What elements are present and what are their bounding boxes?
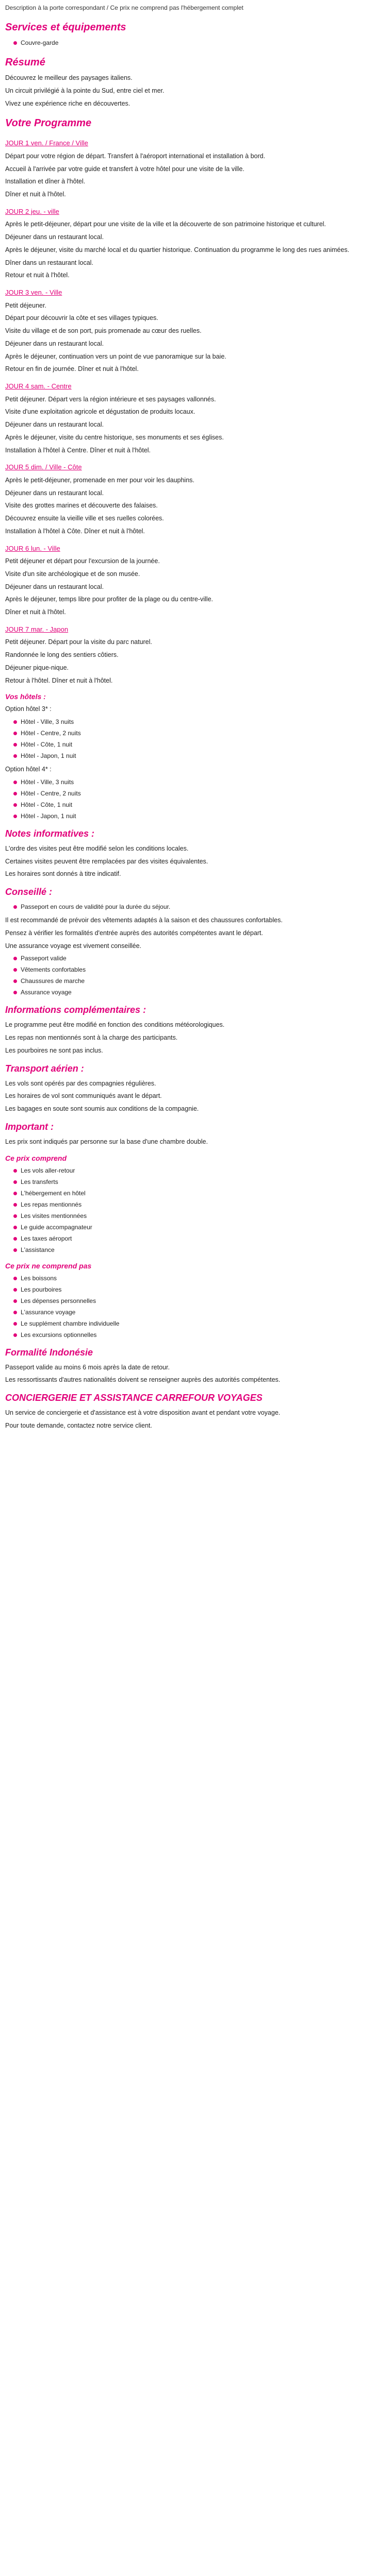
day-text: Visite d'un site archéologique et de son musée. xyxy=(5,570,140,578)
day-text: Petit déjeuner et départ pour l'excursion de la journée. xyxy=(5,557,160,565)
day-text: Découvrez ensuite la vieille ville et ses ruelles colorées. xyxy=(5,515,164,522)
day-text: Après le petit-déjeuner, promenade en mer pour voir les dauphins. xyxy=(5,476,194,484)
day-text: Dîner et nuit à l'hôtel. xyxy=(5,191,66,198)
list-item: Vêtements confortables xyxy=(13,965,386,974)
conciergerie-text: Un service de conciergerie et d'assistance est à votre disposition avant et pendant votre voyage. xyxy=(5,1409,281,1416)
list-item: Hôtel - Centre, 2 nuits xyxy=(13,728,386,738)
conseil-text: Une assurance voyage est vivement conseillée. xyxy=(5,942,142,950)
day-text: Départ pour votre région de départ. Transfert à l'aéroport international et installation à bord. xyxy=(5,152,266,160)
day-text: Déjeuner dans un restaurant local. xyxy=(5,340,104,347)
day-text: Après le déjeuner, temps libre pour profiter de la plage ou du centre-ville. xyxy=(5,596,214,603)
conseil-title: Conseillé : xyxy=(5,887,53,897)
list-item: Les transferts xyxy=(13,1177,386,1187)
list-item: Les repas mentionnés xyxy=(13,1200,386,1209)
notes-text: L'ordre des visites peut être modifié selon les conditions locales. xyxy=(5,844,189,852)
conseil-text: Il est recommandé de prévoir des vêtements adaptés à la saison et des chaussures confortables. xyxy=(5,917,283,924)
list-item: Les vols aller-retour xyxy=(13,1166,386,1175)
day-text: Visite des grottes marines et découverte des falaises. xyxy=(5,502,158,510)
day-text: Installation à l'hôtel à Côte. Dîner et nuit à l'hôtel. xyxy=(5,527,145,535)
included-list xyxy=(5,1166,386,1255)
day-text: Dîner et nuit à l'hôtel. xyxy=(5,608,66,616)
conseil-list xyxy=(5,954,386,997)
resume-line: Un circuit privilégié à la pointe du Sud, entre ciel et mer. xyxy=(5,87,165,94)
day-text: Installation et dîner à l'hôtel. xyxy=(5,178,86,185)
day-text: Petit déjeuner. Départ vers la région intérieure et ses paysages vallonnés. xyxy=(5,395,216,403)
important-title: Important : xyxy=(5,1121,54,1132)
list-item: Passeport valide xyxy=(13,954,386,963)
list-item: Hôtel - Centre, 2 nuits xyxy=(13,789,386,798)
day-text: Visite d'une exploitation agricole et dégustation de produits locaux. xyxy=(5,408,196,416)
transport-text: Les vols sont opérés par des compagnies régulières. xyxy=(5,1079,156,1087)
day-text: Randonnée le long des sentiers côtiers. xyxy=(5,651,119,658)
list-item: L'assurance voyage xyxy=(13,1308,386,1317)
day-text: Déjeuner dans un restaurant local. xyxy=(5,489,104,497)
day-title: JOUR 3 ven. - Ville xyxy=(5,289,62,296)
day-text: Après le déjeuner, visite du centre historique, ses monuments et ses églises. xyxy=(5,433,224,441)
notes-title: Notes informatives : xyxy=(5,828,95,839)
day-text: Après le déjeuner, visite du marché local et du quartier historique. Continuation du programme le long des rues animées. xyxy=(5,246,350,253)
formalite-text: Passeport valide au moins 6 mois après la date de retour. xyxy=(5,1363,170,1371)
day-text: Déjeuner dans un restaurant local. xyxy=(5,233,104,241)
resume-line: Découvrez le meilleur des paysages italiens. xyxy=(5,74,133,81)
hotels3-list xyxy=(5,717,386,760)
list-item: Couvre-garde xyxy=(13,38,386,47)
hotels4-label: Option hôtel 4* : xyxy=(5,766,52,773)
day-text: Petit déjeuner. Départ pour la visite du parc naturel. xyxy=(5,638,152,646)
services-title: Services et équipements xyxy=(5,22,126,33)
notes-text: Les horaires sont donnés à titre indicatif. xyxy=(5,870,121,878)
infos-title: Informations complémentaires : xyxy=(5,1005,146,1015)
day-text: Départ pour découvrir la côte et ses villages typiques. xyxy=(5,314,158,322)
list-item: Hôtel - Japon, 1 nuit xyxy=(13,811,386,821)
day-text: Petit déjeuner. xyxy=(5,301,46,309)
list-item: Hôtel - Japon, 1 nuit xyxy=(13,751,386,760)
day-text: Visite du village et de son port, puis promenade au cœur des ruelles. xyxy=(5,327,202,334)
list-item: Chaussures de marche xyxy=(13,976,386,986)
transport-text: Les bagages en soute sont soumis aux conditions de la compagnie. xyxy=(5,1105,199,1112)
hotels3-label: Option hôtel 3* : xyxy=(5,705,52,713)
excluded-title: Ce prix ne comprend pas xyxy=(5,1261,92,1270)
list-item: L'hébergement en hôtel xyxy=(13,1189,386,1198)
list-item: Les dépenses personnelles xyxy=(13,1296,386,1306)
list-item: Passeport en cours de validité pour la durée du séjour. xyxy=(13,902,386,911)
resume-title: Résumé xyxy=(5,57,45,68)
list-item: Hôtel - Côte, 1 nuit xyxy=(13,740,386,749)
day-text: Déjeuner pique-nique. xyxy=(5,664,69,671)
hotels4-list xyxy=(5,777,386,821)
day-title: JOUR 2 jeu. - ville xyxy=(5,207,59,215)
day-text: Retour et nuit à l'hôtel. xyxy=(5,272,70,279)
infos-text: Les repas non mentionnés sont à la charge des participants. xyxy=(5,1034,178,1041)
list-item: Les visites mentionnées xyxy=(13,1211,386,1221)
list-item: Hôtel - Côte, 1 nuit xyxy=(13,800,386,809)
list-item: Les boissons xyxy=(13,1274,386,1283)
day-text: Retour à l'hôtel. Dîner et nuit à l'hôtel. xyxy=(5,676,113,684)
notes-text: Certaines visites peuvent être remplacées par des visites équivalentes. xyxy=(5,857,208,865)
resume-line: Vivez une expérience riche en découvertes. xyxy=(5,99,131,107)
day-text: Après le petit-déjeuner, départ pour une visite de la ville et la découverte de son patrimoine historique et culturel. xyxy=(5,221,326,228)
list-item: Hôtel - Ville, 3 nuits xyxy=(13,777,386,787)
hotels-title: Vos hôtels : xyxy=(5,692,46,701)
list-item: Assurance voyage xyxy=(13,988,386,997)
infos-text: Le programme peut être modifié en fonction des conditions météorologiques. xyxy=(5,1021,225,1029)
day-text: Accueil à l'arrivée par votre guide et transfert à votre hôtel pour une visite de la ville. xyxy=(5,165,245,173)
day-title: JOUR 1 ven. / France / Ville xyxy=(5,139,88,147)
day-text: Déjeuner dans un restaurant local. xyxy=(5,421,104,428)
list-item: Les taxes aéroport xyxy=(13,1234,386,1243)
list-item: L'assistance xyxy=(13,1245,386,1255)
day-text: Déjeuner dans un restaurant local. xyxy=(5,583,104,590)
important-text: Les prix sont indiqués par personne sur la base d'une chambre double. xyxy=(5,1138,208,1145)
infos-text: Les pourboires ne sont pas inclus. xyxy=(5,1046,103,1054)
list-item: Hôtel - Ville, 3 nuits xyxy=(13,717,386,726)
transport-text: Les horaires de vol sont communiqués avant le départ. xyxy=(5,1092,162,1100)
day-text: Après le déjeuner, continuation vers un point de vue panoramique sur la baie. xyxy=(5,352,226,360)
day-title: JOUR 7 mar. - Japon xyxy=(5,625,69,633)
intro-text: Description à la porte correspondant / Ce prix ne comprend pas l'hébergement complet xyxy=(5,4,243,11)
formalite-text: Les ressortissants d'autres nationalités doivent se renseigner auprès des autorités compétentes. xyxy=(5,1376,281,1384)
services-list xyxy=(5,38,386,47)
day-title: JOUR 5 dim. / Ville - Côte xyxy=(5,463,82,471)
list-item: Les pourboires xyxy=(13,1285,386,1294)
transport-title: Transport aérien : xyxy=(5,1063,84,1074)
list-item: Le supplément chambre individuelle xyxy=(13,1319,386,1328)
formalite-title: Formalité Indonésie xyxy=(5,1347,93,1358)
day-title: JOUR 4 sam. - Centre xyxy=(5,382,72,390)
conseil-intro-list xyxy=(5,902,386,911)
excluded-list xyxy=(5,1274,386,1340)
conciergerie-text: Pour toute demande, contactez notre service client. xyxy=(5,1421,152,1429)
day-text: Retour en fin de journée. Dîner et nuit à l'hôtel. xyxy=(5,365,139,373)
programme-title: Votre Programme xyxy=(5,117,92,129)
list-item: Le guide accompagnateur xyxy=(13,1223,386,1232)
day-text: Dîner dans un restaurant local. xyxy=(5,259,93,266)
conciergerie-title: CONCIERGERIE ET ASSISTANCE CARREFOUR VOYAGES xyxy=(5,1393,263,1403)
day-text: Installation à l'hôtel à Centre. Dîner et nuit à l'hôtel. xyxy=(5,446,151,454)
list-item: Les excursions optionnelles xyxy=(13,1330,386,1340)
included-title: Ce prix comprend xyxy=(5,1154,67,1162)
day-title: JOUR 6 lun. - Ville xyxy=(5,544,60,552)
conseil-text: Pensez à vérifier les formalités d'entrée auprès des autorités compétentes avant le départ. xyxy=(5,929,263,937)
